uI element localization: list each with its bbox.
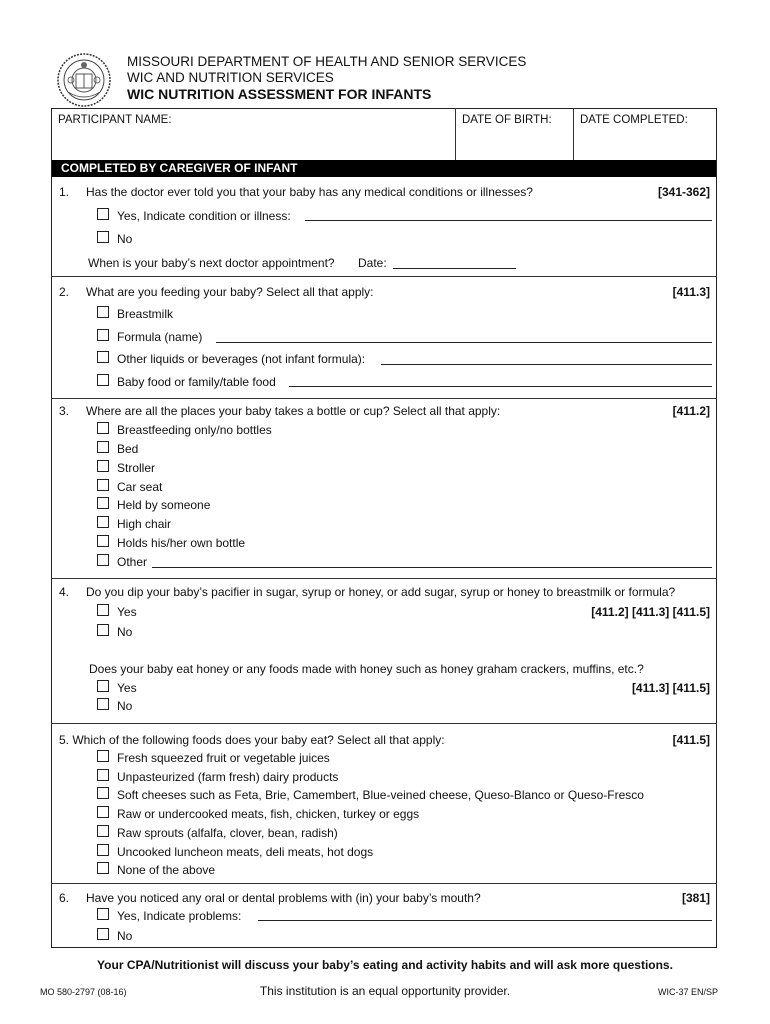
q5-option-checkbox[interactable] [97, 862, 109, 874]
q4-yes-label: Yes [117, 605, 137, 619]
q4b-code: [411.3] [411.5] [631, 681, 710, 695]
q4b-text: Does your baby eat honey or any foods made with honey such as honey graham crackers, muffins, etc.? [89, 662, 644, 676]
date-completed-field[interactable]: DATE COMPLETED: [580, 114, 688, 126]
q2-formula-line[interactable] [216, 342, 712, 343]
q5-option-label: None of the above [117, 863, 216, 877]
q4-no-label: No [117, 625, 133, 639]
form-code: WIC-37 EN/SP [657, 987, 718, 997]
q3-option-checkbox[interactable] [97, 460, 109, 472]
q3-option-label: Bed [117, 442, 139, 456]
missouri-state-seal [56, 52, 112, 108]
q1-appointment-text: When is your baby’s next doctor appointment? [88, 256, 335, 270]
q2-option-label: Breastmilk [117, 307, 174, 321]
date-of-birth-field[interactable]: DATE OF BIRTH: [462, 114, 552, 126]
q1-yes-checkbox[interactable] [97, 208, 109, 220]
q1-number: 1. [59, 185, 70, 199]
q2-code: [411.3] [672, 285, 710, 299]
q1-condition-line[interactable] [305, 220, 712, 221]
q3-option-checkbox[interactable] [97, 497, 109, 509]
q4-number: 4. [59, 585, 70, 599]
q6-yes-label: Yes, Indicate problems: [117, 909, 242, 923]
section-divider [51, 398, 717, 399]
section-divider [51, 723, 717, 724]
form-title: WIC NUTRITION ASSESSMENT FOR INFANTS [127, 86, 432, 102]
q6-no-label: No [117, 929, 133, 943]
q3-option-label: Breastfeeding only/no bottles [117, 423, 272, 437]
q2-number: 2. [59, 285, 70, 299]
q6-text: Have you noticed any oral or dental problems with (in) your baby’s mouth? [86, 891, 481, 905]
q4b-yes-label: Yes [117, 681, 137, 695]
q3-number: 3. [59, 404, 70, 418]
q3-option-checkbox[interactable] [97, 479, 109, 491]
q3-option-checkbox[interactable] [97, 535, 109, 547]
q6-no-checkbox[interactable] [97, 928, 109, 940]
q3-option-label: Other [117, 555, 148, 569]
form-id: MO 580-2797 (08-16) [40, 987, 127, 997]
q2-option-label: Formula (name) [117, 330, 203, 344]
field-divider [455, 108, 456, 160]
q5-option-checkbox[interactable] [97, 806, 109, 818]
q6-number: 6. [59, 891, 70, 905]
q5-option-checkbox[interactable] [97, 844, 109, 856]
q5-text: 5. Which of the following foods does your baby eat? Select all that apply: [59, 733, 445, 747]
participant-name-field[interactable]: PARTICIPANT NAME: [58, 114, 172, 126]
q3-option-label: Car seat [117, 480, 163, 494]
q5-option-checkbox[interactable] [97, 750, 109, 762]
department-name: MISSOURI DEPARTMENT OF HEALTH AND SENIOR SERVICES [127, 54, 527, 69]
q6-problems-line[interactable] [258, 920, 712, 921]
q4b-no-label: No [117, 699, 133, 713]
q6-code: [381] [681, 891, 710, 905]
q1-code: [341-362] [657, 185, 710, 199]
section-divider [51, 883, 717, 884]
q6-yes-checkbox[interactable] [97, 908, 109, 920]
q3-other-line[interactable] [152, 567, 712, 568]
q3-option-label: Held by someone [117, 498, 211, 512]
q1-yes-label: Yes, Indicate condition or illness: [117, 209, 291, 223]
equal-opportunity-statement: This institution is an equal opportunity provider. [259, 984, 511, 998]
q5-option-checkbox[interactable] [97, 787, 109, 799]
q5-option-checkbox[interactable] [97, 825, 109, 837]
q2-formula-checkbox[interactable] [97, 329, 109, 341]
q1-no-checkbox[interactable] [97, 231, 109, 243]
field-divider [573, 108, 574, 160]
q3-option-label: High chair [117, 517, 172, 531]
q2-baby-food-checkbox[interactable] [97, 374, 109, 386]
q3-other-checkbox[interactable] [97, 554, 109, 566]
q5-option-label: Uncooked luncheon meats, deli meats, hot dogs [117, 845, 374, 859]
q4-no-checkbox[interactable] [97, 624, 109, 636]
q3-code: [411.2] [672, 404, 710, 418]
q2-baby-food-line[interactable] [289, 386, 712, 387]
q2-other-liquids-line[interactable] [381, 364, 712, 365]
q3-option-label: Stroller [117, 461, 156, 475]
q5-option-label: Soft cheeses such as Feta, Brie, Camembert, Blue-veined cheese, Queso-Blanco or Queso-Fresco [117, 788, 644, 802]
q3-option-checkbox[interactable] [97, 441, 109, 453]
q4-text: Do you dip your baby’s pacifier in sugar, syrup or honey, or add sugar, syrup or honey to breastmilk or formula? [86, 585, 676, 599]
q1-date-label: Date: [358, 256, 387, 270]
q5-code: [411.5] [672, 733, 710, 747]
section-header: COMPLETED BY CAREGIVER OF INFANT [52, 160, 716, 177]
q5-option-label: Raw sprouts (alfalfa, clover, bean, radish) [117, 826, 338, 840]
q2-option-label: Other liquids or beverages (not infant formula): [117, 352, 366, 366]
q5-option-label: Fresh squeezed fruit or vegetable juices [117, 751, 330, 765]
q4b-yes-checkbox[interactable] [97, 680, 109, 692]
q4b-no-checkbox[interactable] [97, 698, 109, 710]
section-divider [51, 276, 717, 277]
q2-other-liquids-checkbox[interactable] [97, 351, 109, 363]
q2-option-label: Baby food or family/table food [117, 375, 276, 389]
q2-breastmilk-checkbox[interactable] [97, 306, 109, 318]
q1-text: Has the doctor ever told you that your baby has any medical conditions or illnesses? [86, 185, 533, 199]
footnote: Your CPA/Nutritionist will discuss your baby’s eating and activity habits and will ask more questions. [97, 958, 673, 972]
q4-yes-checkbox[interactable] [97, 604, 109, 616]
q3-option-label: Holds his/her own bottle [117, 536, 246, 550]
division-name: WIC AND NUTRITION SERVICES [127, 70, 334, 85]
q1-no-label: No [117, 232, 133, 246]
q3-text: Where are all the places your baby takes a bottle or cup? Select all that apply: [86, 404, 501, 418]
q2-text: What are you feeding your baby? Select all that apply: [86, 285, 374, 299]
q5-option-label: Raw or undercooked meats, fish, chicken, turkey or eggs [117, 807, 420, 821]
q3-option-checkbox[interactable] [97, 516, 109, 528]
q5-option-label: Unpasteurized (farm fresh) dairy products [117, 770, 339, 784]
q3-option-checkbox[interactable] [97, 422, 109, 434]
q1-date-line[interactable] [393, 268, 516, 269]
q4-code: [411.2] [411.3] [411.5] [591, 605, 710, 619]
q5-option-checkbox[interactable] [97, 769, 109, 781]
section-divider [51, 578, 717, 579]
